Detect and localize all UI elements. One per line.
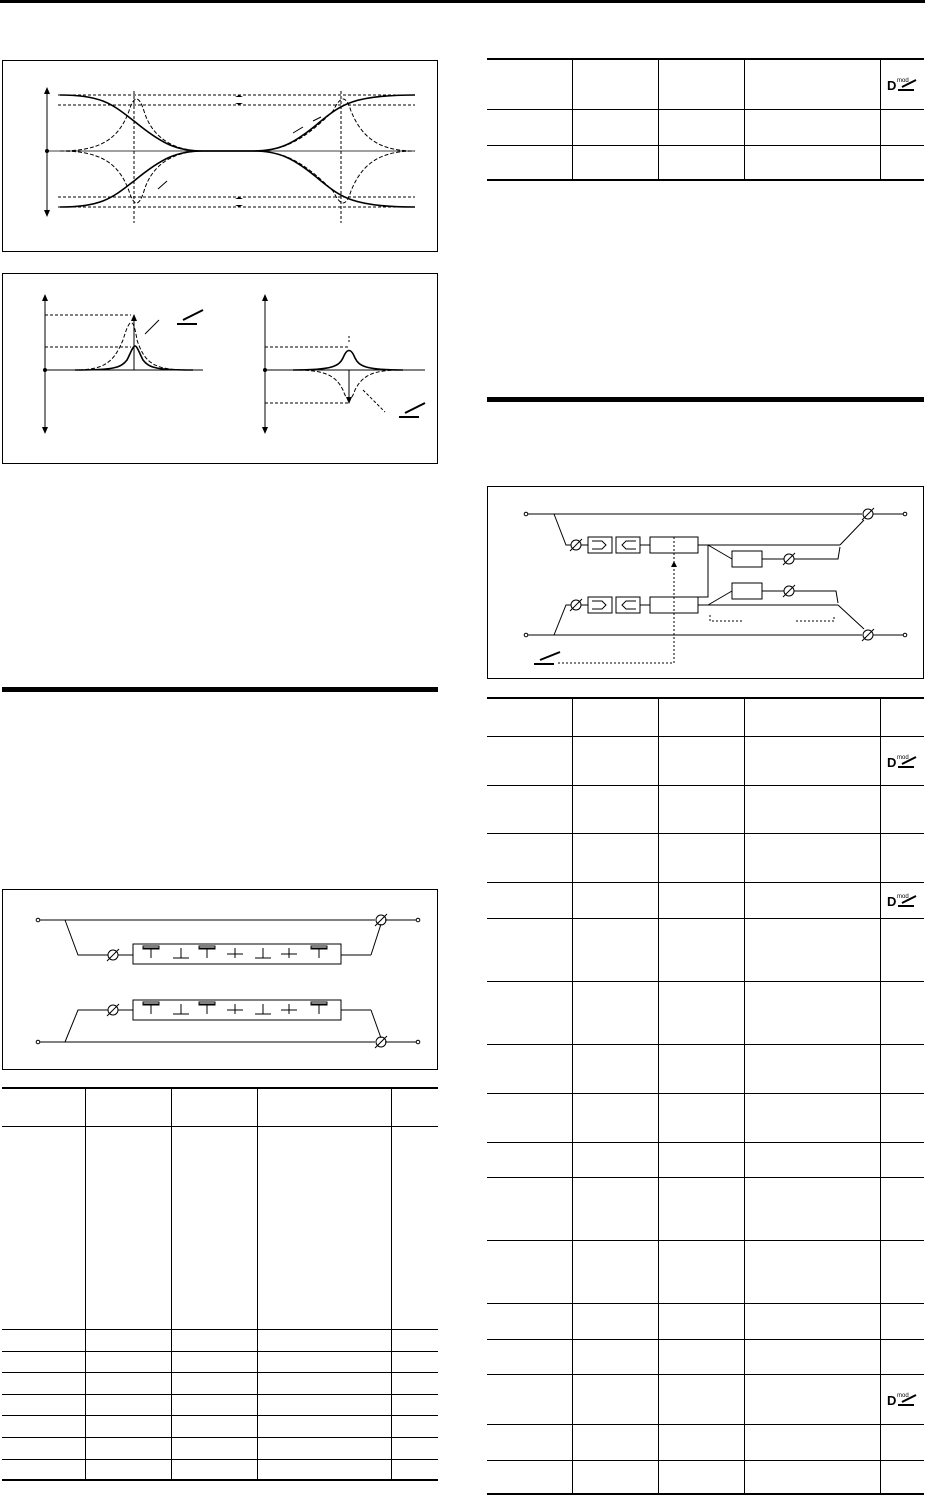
table-row bbox=[487, 918, 924, 981]
right-parameter-table bbox=[487, 697, 924, 1495]
table-row bbox=[2, 1126, 438, 1329]
table-row bbox=[487, 1460, 924, 1494]
table-row bbox=[487, 981, 924, 1044]
table-row bbox=[487, 698, 924, 736]
table-row bbox=[487, 1240, 924, 1303]
svg-text:mod: mod bbox=[897, 78, 909, 85]
svg-text:mod: mod bbox=[897, 894, 909, 900]
table-row bbox=[487, 882, 924, 918]
section-rule-right bbox=[487, 397, 924, 402]
svg-text:mod: mod bbox=[897, 754, 909, 761]
table-row bbox=[2, 1372, 438, 1394]
table-row bbox=[487, 1374, 924, 1424]
dmod-icon bbox=[887, 75, 917, 93]
table-row bbox=[487, 109, 924, 145]
eq-curve-diagram bbox=[3, 61, 437, 251]
multiband-block-diagram bbox=[2, 889, 438, 1070]
stereo-chain-diagram bbox=[488, 487, 923, 678]
table-row bbox=[487, 833, 924, 882]
table-row bbox=[487, 1424, 924, 1460]
multiband-diagram bbox=[3, 890, 437, 1069]
section-rule-left bbox=[2, 687, 438, 692]
peak-curve-diagram bbox=[3, 274, 437, 463]
stereo-chain-block-diagram bbox=[487, 486, 924, 679]
dmod-icon bbox=[887, 1390, 917, 1408]
svg-text:D: D bbox=[887, 894, 897, 909]
table-row bbox=[2, 1088, 438, 1126]
table-row bbox=[2, 1415, 438, 1437]
table-row bbox=[487, 736, 924, 785]
left-parameter-table bbox=[2, 1087, 438, 1481]
table-row bbox=[487, 1044, 924, 1093]
table-row bbox=[2, 1351, 438, 1372]
right-top-parameter-table bbox=[487, 58, 924, 181]
table-row bbox=[487, 1177, 924, 1240]
svg-text:mod: mod bbox=[897, 1393, 909, 1399]
page-top-rule bbox=[0, 0, 925, 3]
table-row bbox=[2, 1459, 438, 1480]
svg-text:D: D bbox=[887, 1393, 897, 1408]
table-row bbox=[487, 1093, 924, 1142]
table-row bbox=[487, 785, 924, 833]
dmod-icon bbox=[887, 891, 917, 909]
dmod-icon bbox=[887, 752, 917, 770]
table-row bbox=[487, 145, 924, 180]
table-row bbox=[2, 1437, 438, 1459]
svg-text:D: D bbox=[887, 78, 897, 94]
table-row bbox=[2, 1329, 438, 1351]
table-row bbox=[487, 59, 924, 109]
eq-curve-figure bbox=[2, 60, 438, 252]
table-row bbox=[487, 1339, 924, 1374]
svg-text:D: D bbox=[887, 754, 897, 770]
peak-curve-figure bbox=[2, 273, 438, 464]
table-row bbox=[487, 1303, 924, 1339]
table-row bbox=[487, 1142, 924, 1177]
table-row bbox=[2, 1394, 438, 1415]
